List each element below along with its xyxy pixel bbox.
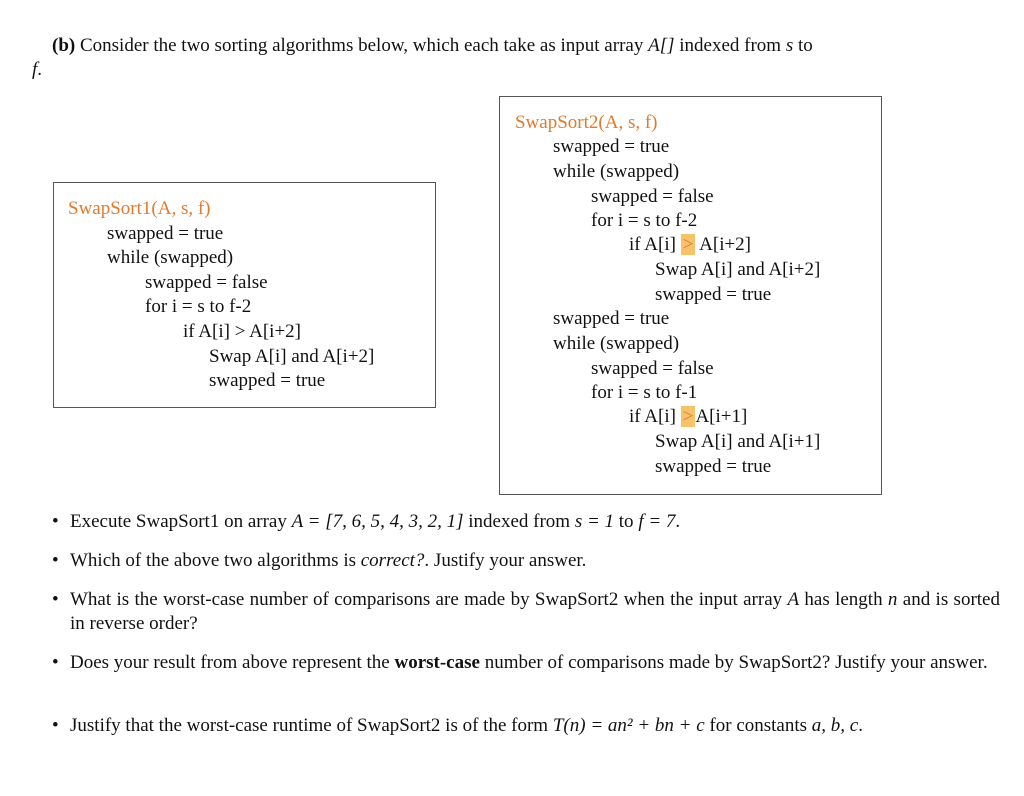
intro-text-b: indexed from <box>674 35 786 56</box>
text: and is sorted in reverse order? <box>70 589 1000 634</box>
math: a, b, c <box>811 715 859 736</box>
text: has length <box>799 589 888 610</box>
code-line: swapped = false <box>145 272 268 293</box>
swapsort2-box <box>499 96 882 495</box>
code-line-highlighted <box>629 405 747 429</box>
code-fragment: if A[i] <box>629 406 676 427</box>
code-fragment: A[i+2] <box>699 234 752 255</box>
code-line: for i = s to f-1 <box>591 382 698 403</box>
code-line: Swap A[i] and A[i+2] <box>655 259 821 280</box>
code-line: while (swapped) <box>553 333 680 354</box>
code-line-highlighted <box>629 233 751 257</box>
code-line: for i = s to f-2 <box>145 296 252 317</box>
array-symbol: A[] <box>648 35 675 56</box>
text: for constants <box>704 715 812 736</box>
s-symbol: s <box>785 35 794 56</box>
emphasis: correct? <box>360 550 425 571</box>
math: T(n) = an² + bn + c <box>552 715 705 736</box>
bullet-icon: • <box>52 589 59 610</box>
text: What is the worst-case number of comparisons are made by SwapSort2 when the input array <box>70 589 788 610</box>
text: Execute SwapSort1 on array <box>70 511 292 532</box>
f-symbol: f <box>32 59 38 80</box>
text: number of comparisons made by SwapSort2? Justify your answer. <box>479 652 988 673</box>
intro-text-a: Consider the two sorting algorithms below, which each take as input array <box>79 35 649 56</box>
text: . <box>858 715 863 736</box>
question-item <box>52 549 1000 573</box>
part-label: (b) <box>52 35 76 56</box>
text: Does your result from above represent the <box>70 652 395 673</box>
text: indexed from <box>463 511 575 532</box>
math: f = 7 <box>638 511 676 532</box>
intro-text-c: to <box>793 35 813 56</box>
swapsort1-title: SwapSort1(A, s, f) <box>68 198 211 219</box>
code-line: swapped = true <box>553 308 670 329</box>
code-line: swapped = true <box>209 370 326 391</box>
bullet-icon: • <box>52 511 59 532</box>
code-line: while (swapped) <box>553 161 680 182</box>
math: A = [7, 6, 5, 4, 3, 2, 1] <box>291 511 464 532</box>
math: s = 1 <box>574 511 615 532</box>
code-line: swapped = false <box>591 358 714 379</box>
highlighted-operator: > <box>682 406 694 427</box>
question-item <box>52 651 1000 675</box>
bullet-icon: • <box>52 715 59 736</box>
text: to <box>614 511 639 532</box>
math: A <box>787 589 800 610</box>
code-line: if A[i] > A[i+2] <box>183 321 301 342</box>
code-fragment: if A[i] <box>629 234 676 255</box>
swapsort2-title: SwapSort2(A, s, f) <box>515 112 658 133</box>
code-line: swapped = true <box>107 223 224 244</box>
question-item <box>52 510 1000 534</box>
text: Justify that the worst-case runtime of SwapSort2 is of the form <box>70 715 553 736</box>
code-line: while (swapped) <box>107 247 234 268</box>
highlighted-operator: > <box>682 234 694 255</box>
swapsort1-box <box>53 182 436 408</box>
intro-paragraph <box>32 34 982 82</box>
text: . <box>675 511 681 532</box>
code-line: for i = s to f-2 <box>591 210 698 231</box>
bold-text: worst-case <box>394 652 480 673</box>
code-line: swapped = true <box>655 284 772 305</box>
code-fragment: A[i+1] <box>695 406 748 427</box>
intro-period: . <box>37 59 43 80</box>
code-line: swapped = true <box>655 456 772 477</box>
math: n <box>887 589 898 610</box>
bullet-icon: • <box>52 652 59 673</box>
text: . Justify your answer. <box>424 550 587 571</box>
code-line: Swap A[i] and A[i+1] <box>655 431 821 452</box>
question-item <box>52 588 1000 636</box>
code-line: Swap A[i] and A[i+2] <box>209 346 375 367</box>
code-line: swapped = false <box>591 186 714 207</box>
bullet-icon: • <box>52 550 59 571</box>
text: Which of the above two algorithms is <box>70 550 361 571</box>
question-item <box>52 714 1000 738</box>
code-line: swapped = true <box>553 136 670 157</box>
